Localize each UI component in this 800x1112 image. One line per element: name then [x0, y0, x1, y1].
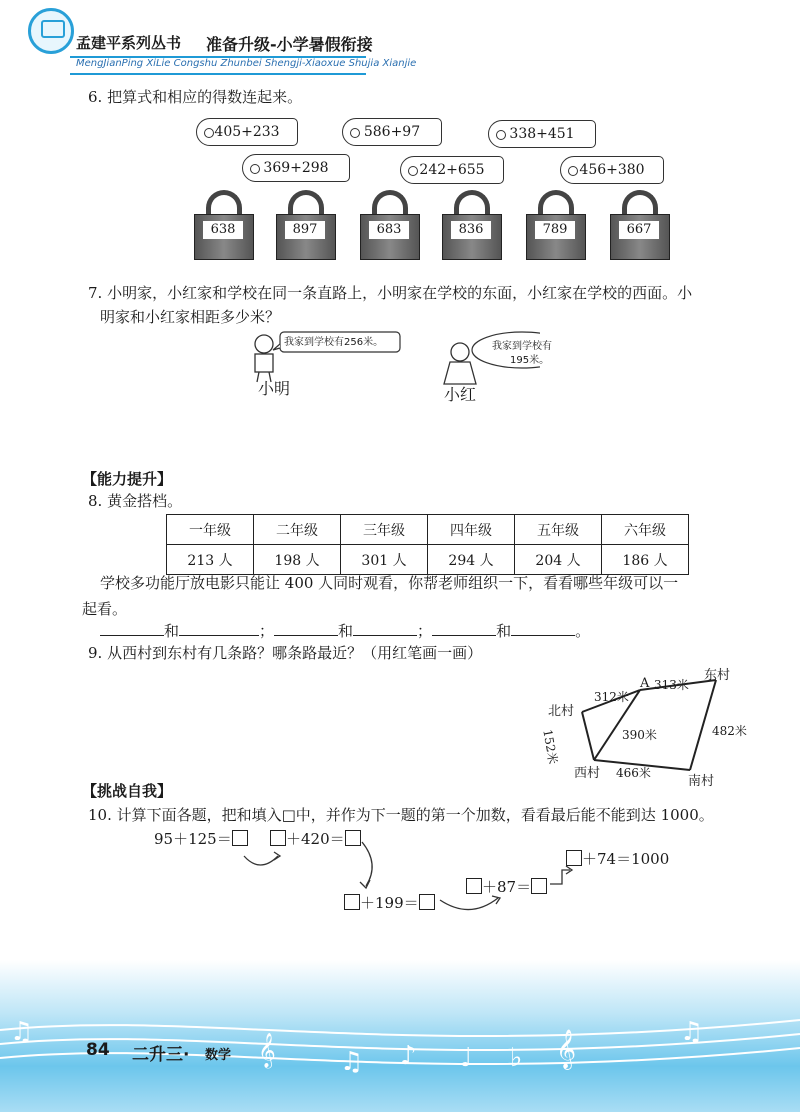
- equation-5: ＋74＝1000: [566, 848, 669, 869]
- table-header: 三年级: [341, 515, 428, 545]
- answer-blank[interactable]: [511, 635, 575, 636]
- table-header: 六年级: [602, 515, 689, 545]
- girl-head: [451, 343, 469, 361]
- key-card[interactable]: [488, 120, 596, 148]
- label-beicun: 北村: [548, 704, 575, 719]
- lock[interactable]: [276, 190, 336, 260]
- lock-number: 683: [369, 221, 409, 239]
- distance-label: 466米: [616, 766, 651, 780]
- bubble-text: 我家到学校有: [492, 341, 552, 352]
- distance-label: 390米: [622, 728, 657, 742]
- section-heading: 【挑战自我】: [82, 782, 173, 800]
- arrow-icon: [362, 842, 372, 886]
- answer-blank[interactable]: [274, 635, 338, 636]
- equation-4: ＋87＝: [466, 876, 547, 897]
- key-expression: 456+380: [579, 162, 645, 178]
- answer-blank[interactable]: [179, 635, 259, 636]
- arrow-icon: [550, 870, 570, 884]
- table-cell: 186 人: [602, 545, 689, 575]
- grade-table: [166, 514, 689, 575]
- q10-prompt: 10. 计算下面各题，把和填入□中，并作为下一题的第一个加数，看看最后能不能到达 1000。: [88, 806, 714, 824]
- table-cell: 213 人: [167, 545, 254, 575]
- table-cell: 301 人: [341, 545, 428, 575]
- table-cell: 294 人: [428, 545, 515, 575]
- bubble-text: 我家到学校有256米。: [284, 337, 384, 348]
- key-expression: 242+655: [419, 162, 485, 178]
- road: [582, 712, 594, 760]
- table-header: 四年级: [428, 515, 515, 545]
- q6-prompt: 6. 把算式和相应的得数连起来。: [88, 88, 303, 106]
- q8-text-line2: 起看。: [82, 600, 128, 618]
- lock[interactable]: [442, 190, 502, 260]
- equation-1: 95＋125＝: [154, 828, 248, 849]
- lock[interactable]: [526, 190, 586, 260]
- boy-body: [255, 354, 273, 372]
- table-row: [167, 515, 689, 545]
- table-row: [167, 545, 689, 575]
- table-cell: 204 人: [515, 545, 602, 575]
- treble-clef-icon: 𝄞: [556, 1029, 577, 1069]
- lock-number: 638: [203, 221, 243, 239]
- treble-clef-icon: 𝄞: [258, 1033, 276, 1068]
- music-note-icon: ♩: [460, 1043, 473, 1073]
- header-pinyin: MengJianPing XiLie Congshu Zhunbei Shengji-Xiaoxue Shujia Xianjie: [76, 58, 417, 69]
- key-expression: 586+97: [363, 124, 421, 140]
- distance-label: 482米: [712, 724, 747, 738]
- flow-arrows: [230, 840, 590, 920]
- lock[interactable]: [610, 190, 670, 260]
- table-header: 二年级: [254, 515, 341, 545]
- bubble-text: 195米。: [510, 355, 550, 366]
- music-note-icon: ♫: [10, 1017, 34, 1047]
- label-xicun: 西村: [574, 766, 601, 781]
- name-xiaohong: 小红: [444, 385, 477, 404]
- music-note-icon: ♫: [680, 1017, 704, 1047]
- lock-number: 667: [619, 221, 659, 239]
- answer-blank[interactable]: [432, 635, 496, 636]
- music-note-icon: ♫: [340, 1047, 364, 1077]
- header-rule-lower: [70, 73, 366, 75]
- key-expression: 369+298: [263, 160, 329, 176]
- q7-prompt-line2: 明家和小红家相距多少米？: [100, 308, 281, 326]
- footer-subject: 数学: [205, 1048, 232, 1063]
- name-xiaoming: 小明: [258, 379, 291, 398]
- label-nancun: 南村: [688, 774, 715, 789]
- q8-answer-line: 和 ； 和 ； 和 。: [100, 620, 590, 641]
- lock[interactable]: [194, 190, 254, 260]
- answer-blank[interactable]: [100, 635, 164, 636]
- table-header: 一年级: [167, 515, 254, 545]
- book-title: 准备升级-小学暑假衔接: [206, 35, 373, 54]
- q9-prompt: 9. 从西村到东村有几条路？哪条路最近？（用红笔画一画）: [88, 644, 483, 662]
- key-card[interactable]: [242, 154, 350, 182]
- label-a-point: A: [640, 676, 650, 691]
- key-card[interactable]: [342, 118, 442, 146]
- lock-number: 789: [535, 221, 575, 239]
- q8-prompt: 8. 黄金搭档。: [88, 492, 183, 510]
- page-number: 84: [86, 1040, 110, 1060]
- footer-book: 二升三·: [132, 1045, 190, 1065]
- flat-icon: ♭: [510, 1043, 523, 1073]
- girl-dress: [444, 362, 476, 384]
- lock-number: 897: [285, 221, 325, 239]
- key-expression: 338+451: [509, 126, 575, 142]
- arrow-icon: [440, 898, 498, 910]
- equation-3: ＋199＝: [344, 892, 435, 913]
- music-staff: [0, 1000, 800, 1112]
- q8-text-line1: 学校多功能厅放电影只能让 400 人同时观看，你帮老师组织一下，看看哪些年级可以一: [100, 574, 679, 592]
- table-cell: 198 人: [254, 545, 341, 575]
- book-icon: [41, 20, 65, 38]
- q7-prompt-line1: 7. 小明家，小红家和学校在同一条直路上，小明家在学校的东面，小红家在学校的西面。小: [88, 284, 693, 302]
- lock-number: 836: [451, 221, 491, 239]
- series-name: 孟建平系列丛书: [76, 34, 182, 52]
- key-expression: 405+233: [214, 124, 280, 140]
- table-header: 五年级: [515, 515, 602, 545]
- key-card[interactable]: [560, 156, 664, 184]
- distance-label: 152米: [540, 728, 561, 766]
- answer-blank[interactable]: [353, 635, 417, 636]
- distance-label: 312米: [594, 690, 629, 704]
- key-card[interactable]: [400, 156, 504, 184]
- label-dongcun: 东村: [704, 668, 731, 683]
- boy-head: [255, 335, 273, 353]
- equation-2: ＋420＝: [270, 828, 361, 849]
- lock[interactable]: [360, 190, 420, 260]
- distance-label: 313米: [654, 678, 689, 692]
- music-note-icon: ♪: [400, 1041, 417, 1071]
- section-heading: 【能力提升】: [82, 470, 173, 488]
- arrow-icon: [244, 856, 278, 865]
- key-card[interactable]: [196, 118, 298, 146]
